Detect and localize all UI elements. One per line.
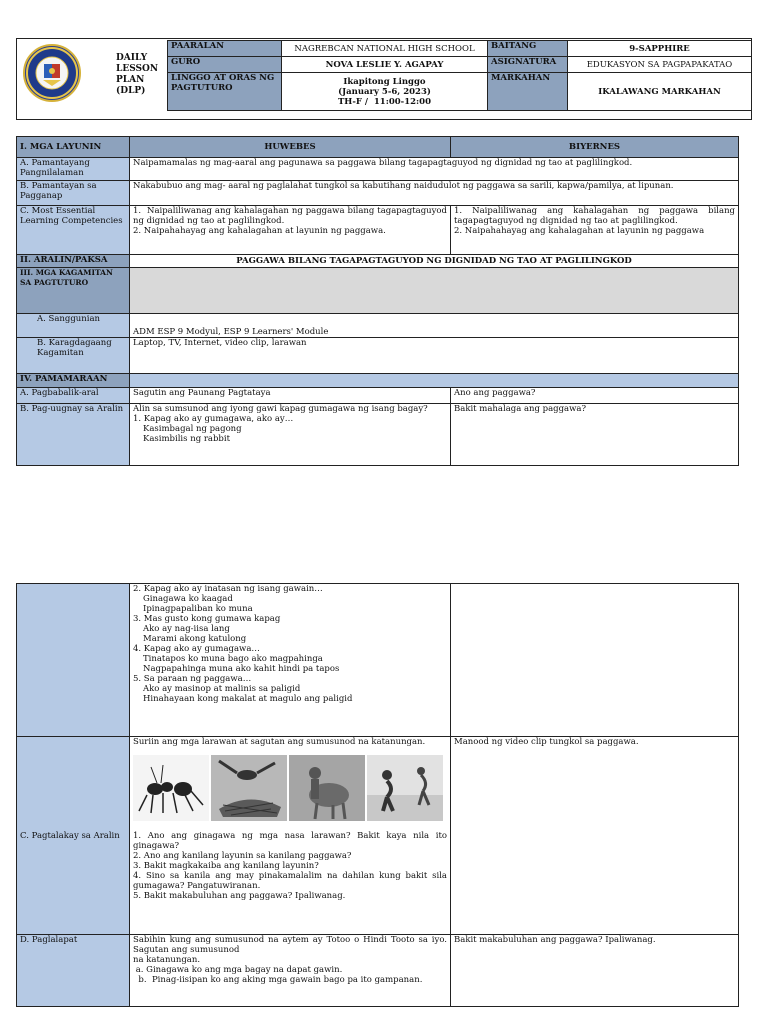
sanggunian-label: A. Sanggunian (17, 314, 130, 338)
paaralan-value: NAGREBCAN NATIONAL HIGH SCHOOL (282, 41, 488, 57)
aralin-label: II. ARALIN/PAKSA (17, 255, 130, 268)
melc-label: C. Most Essential Learning Competencies (17, 206, 130, 255)
asignatura-label: ASIGNATURA (488, 57, 568, 73)
bird-nest-photo (211, 755, 287, 821)
paguugnay-thursday: Alin sa sumsunod ang iyong gawi kapag gumagawa ng isang bagay? 1. Kapag ako ay gumagawa, ako ay… Kasimbagal ng pagong Kasimbilis ng rabbit (130, 404, 451, 466)
paguugnay-friday: Bakit mahalaga ang paggawa? (451, 404, 739, 466)
paaralan-label: PAARALAN (168, 41, 282, 57)
layunin-header: I. MGA LAYUNIN (17, 137, 130, 158)
farmer-carabao-photo (289, 755, 365, 821)
markahan-value: IKALAWANG MARKAHAN (568, 73, 752, 111)
paglalapat-friday: Bakit makabuluhan ang paggawa? Ipaliwanag. (451, 935, 739, 1007)
karagdagaan-label: B. Karagdagaang Kagamitan (17, 338, 130, 374)
baitang-value: 9-SAPPHIRE (568, 41, 752, 57)
pagbabalik-thursday: Sagutin ang Paunang Pagtataya (130, 388, 451, 404)
pagtalakay-friday: Manood ng video clip tungkol sa paggawa. (451, 737, 739, 935)
pagganap-value: Nakabubuo ang mag- aaral ng paglalahat tungkol sa kabutihang naidudulot ng paggawa sa sarili, kapwa/pamilya, at lipunan. (130, 181, 739, 206)
aralin-value: PAGGAWA BILANG TAGAPAGTAGUYOD NG DIGNIDAD NG TAO AT PAGLILINGKOD (130, 255, 739, 268)
continuation-label (17, 584, 130, 737)
dlp-label: DAILY LESSON PLAN (DLP) (116, 53, 159, 96)
pamantayang-label: A. Pamantayang Pangnilalaman (17, 158, 130, 181)
linggo-value: Ikapitong Linggo (January 5-6, 2023) TH-F / 11:00-12:00 (282, 73, 488, 111)
lesson-table-2 (16, 583, 739, 1007)
continuation-friday (451, 584, 739, 737)
kagamitan-value (130, 268, 739, 314)
pamamaraan-band (130, 374, 739, 388)
lesson-table-1 (16, 136, 739, 466)
biyernes-header: BIYERNES (451, 137, 739, 158)
sanggunian-value: ADM ESP 9 Modyul, ESP 9 Learners' Module (130, 314, 739, 338)
melc-friday: 1. Naipaliliwanag ang kahalagahan ng paggawa bilang tagapagtaguyod ng dignidad ng tao at paglilingkod. 2. Naipahahayag ang kahalagahan at layunin ng paggawa (451, 206, 739, 255)
pagbabalik-friday: Ano ang paggawa? (451, 388, 739, 404)
pagganap-label: B. Pamantayan sa Pagganap (17, 181, 130, 206)
ants-photo (133, 755, 209, 821)
planting-photo (367, 755, 443, 821)
guro-label: GURO (168, 57, 282, 73)
huwebes-header: HUWEBES (130, 137, 451, 158)
pamantayang-value: Naipamamalas ng mag-aaral ang pagunawa sa paggawa bilang tagapagtaguyod ng dignidad ng tao at paglilingkod. (130, 158, 739, 181)
pagtalakay-thursday: Suriin ang mga larawan at sagutan ang sumusunod na katanungan. 1. Ano ang ginagawa ng mga nasa larawan? Bakit kaya nila ito ginagawa? 2. Ano ang kanilang layunin sa kanilang paggawa? 3. Bakit magkakaiba ang kanilang layunin? 4. Sino sa kanila ang may pinakamalalim na dahilan kung bakit sila gumagawa? Pangatuwiranan. 5. Bakit makabuluhan ang paggawa? Ipaliwanag. (130, 737, 451, 935)
markahan-label: MARKAHAN (488, 73, 568, 111)
header-table (167, 40, 752, 111)
melc-thursday: 1. Naipaliliwanag ang kahalagahan ng paggawa bilang tagapagtaguyod ng dignidad ng tao at paglilingkod. 2. Naipahahayag ang kahalagahan at layunin ng paggawa. (130, 206, 451, 255)
karagdagaan-value: Laptop, TV, Internet, video clip, larawan (130, 338, 739, 374)
linggo-label: LINGGO AT ORAS NG PAGTUTURO (168, 73, 282, 111)
pagtalakay-label: C. Pagtalakay sa Aralin (17, 737, 130, 935)
paglalapat-thursday: Sabihin kung ang sumusunod na aytem ay Totoo o Hindi Tooto sa iyo. Sagutan ang sumusunod na katanungan. a. Ginagawa ko ang mga bagay na dapat gawin. b. Pinag-iisipan ko ang aking mga gawain bago pa ito gampanan. (130, 935, 451, 1007)
deped-seal-icon (25, 46, 79, 100)
kagamitan-label: III. MGA KAGAMITAN SA PAGTUTURO (17, 268, 130, 314)
guro-value: NOVA LESLIE Y. AGAPAY (282, 57, 488, 73)
continuation-thursday: 2. Kapag ako ay inatasan ng isang gawain… Ginagawa ko kaagad Ipinagpapaliban ko muna 3. Mas gusto kong gumawa kapag Ako ay nag-iisa lang Marami akong katulong 4. Kapag ako ay gumagawa… Tinatapos ko muna bago ako magpahinga Nagpapahinga muna ako kahit hindi pa tapos 5. Sa paraan ng paggawa… Ako ay masinop at malinis sa paligid Hinahayaan kong makalat at magulo ang paligid (130, 584, 451, 737)
baitang-label: BAITANG (488, 41, 568, 57)
paglalapat-label: D. Paglalapat (17, 935, 130, 1007)
deped-logo (23, 44, 81, 102)
pamamaraan-label: IV. PAMAMARAAN (17, 374, 130, 388)
photo-strip (133, 755, 447, 821)
paguugnay-label: B. Pag-uugnay sa Aralin (17, 404, 130, 466)
asignatura-value: EDUKASYON SA PAGPAPAKATAO (568, 57, 752, 73)
pagbabalik-label: A. Pagbabalik-aral (17, 388, 130, 404)
